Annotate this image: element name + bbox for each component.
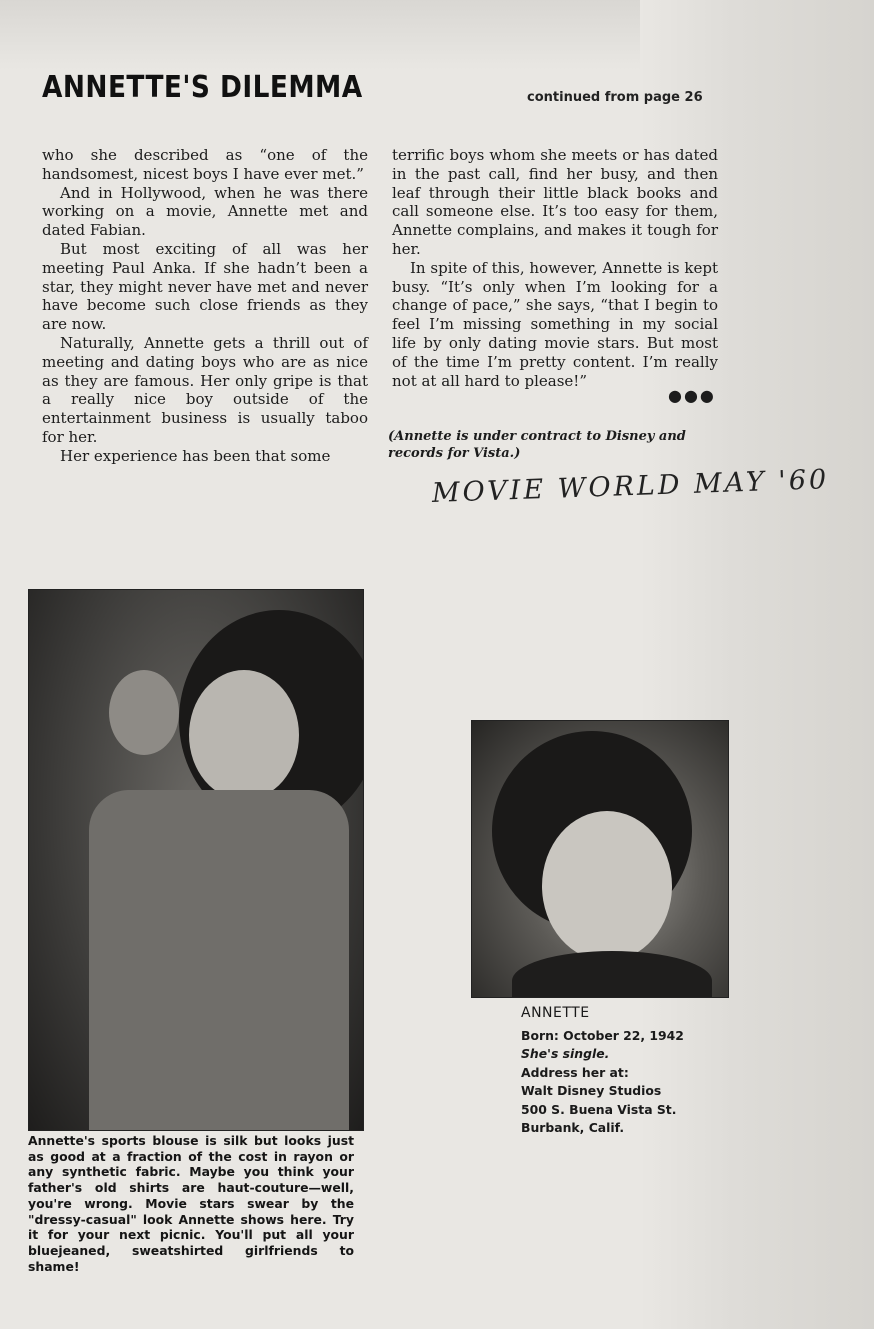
article-column-left: [42, 146, 368, 466]
photo-caption: Annette's sports blouse is silk but looks just as good at a fraction of the cost in rayon or any synthetic fabric. Maybe you think your father's old shirts are haut-couture—well, you're wrong. Movie stars swear by the "dressy-casual" look Annette shows here. Try it for your next picnic. You'll put all your bluejeaned, sweatshirted girlfriends to shame!: [28, 1133, 354, 1274]
paragraph: In spite of this, however, Annette is kept busy. “It’s only when I’m looking for a change of pace,” she says, “that I begin to feel I’m missing something in my social life by only dating movie stars. But most of the time I’m pretty content. I’m really not at all hard to please!”: [392, 258, 718, 390]
paragraph: Her experience has been that some: [60, 446, 331, 465]
face-shape: [542, 811, 672, 961]
profile-info: [521, 1004, 721, 1138]
face-shape: [189, 670, 299, 800]
profile-address-line: Walt Disney Studios: [521, 1083, 662, 1098]
paragraph: who she described as “one of the handsomest, nicest boys I have ever met.”: [42, 146, 368, 183]
article-column-right: [392, 146, 718, 390]
continued-note: continued from page 26: [527, 90, 703, 105]
end-mark: ●●●: [668, 386, 716, 405]
profile-address-line: Burbank, Calif.: [521, 1120, 625, 1135]
article-headline: ANNETTE'S DILEMMA: [42, 70, 363, 105]
paragraph: terrific boys whom she meets or has dated in the past call, find her busy, and then leaf through their little black books and call someone else. It’s too easy for them, Annette complains, and makes it tough for her.: [392, 146, 718, 258]
annette-full-photo: [28, 589, 364, 1131]
paragraph: But most exciting of all was her meeting Paul Anka. If she hadn’t been a star, they might never have met and never have become such close friends as they are now.: [42, 239, 368, 334]
profile-status: She's single.: [521, 1046, 610, 1061]
profile-name: ANNETTE: [521, 1005, 590, 1021]
annette-portrait-photo: [471, 720, 729, 998]
profile-born: Born: October 22, 1942: [521, 1027, 684, 1043]
paragraph: And in Hollywood, when he was there working on a movie, Annette met and dated Fabian.: [42, 183, 368, 240]
blouse-shape: [89, 790, 349, 1130]
profile-address-label: Address her at:: [521, 1064, 629, 1080]
shoulders-shape: [512, 951, 712, 998]
background-face-shape: [109, 670, 179, 755]
profile-address-line: 500 S. Buena Vista St.: [521, 1101, 677, 1117]
paragraph: Naturally, Annette gets a thrill out of meeting and dating boys who are as nice as they are famous. Her only gripe is that a really nice boy outside of the entertainment business is usually taboo for her.: [42, 333, 368, 446]
contract-credit: (Annette is under contract to Disney and records for Vista.): [388, 429, 686, 461]
handwritten-annotation: MOVIE WORLD MAY '60: [431, 464, 830, 509]
